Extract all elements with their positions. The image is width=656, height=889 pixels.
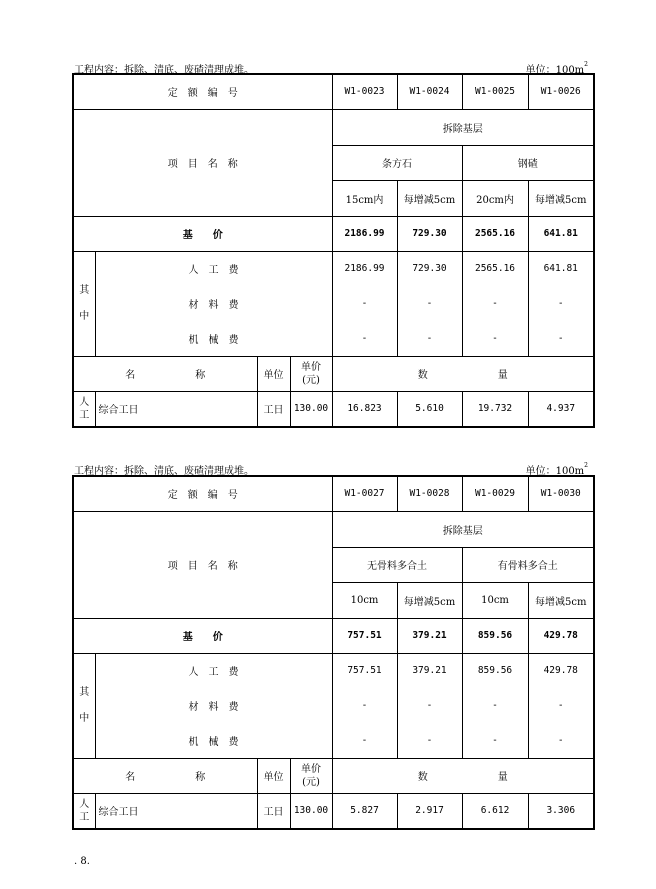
code-cell: W1-0023 xyxy=(332,74,397,109)
unit-header: 单位 xyxy=(257,758,290,793)
page-number: . 8. xyxy=(74,856,90,867)
quota-table-1 xyxy=(72,73,595,428)
unit-label: 单位： xyxy=(525,65,556,76)
resource-qty: 2.917 xyxy=(397,793,462,829)
among-label: 其 中 xyxy=(73,251,95,356)
resource-qty: 3.306 xyxy=(528,793,594,829)
resource-unit: 工日 xyxy=(257,391,290,427)
name-header: 名 称 xyxy=(73,356,257,391)
qty-header: 数 量 xyxy=(332,356,594,391)
machine-fee-value: - xyxy=(397,321,462,356)
labor-fee-label: 人 工 费 xyxy=(95,251,332,286)
machine-fee-value: - xyxy=(462,321,528,356)
material-fee-value: - xyxy=(397,688,462,723)
among-label: 其 中 xyxy=(73,653,95,758)
resource-qty: 16.823 xyxy=(332,391,397,427)
subgroup-label: 条方石 xyxy=(332,145,462,180)
code-cell: W1-0030 xyxy=(528,476,594,511)
base-price-label: 基 价 xyxy=(73,216,332,251)
base-price-value: 859.56 xyxy=(462,618,528,653)
base-price-value: 379.21 xyxy=(397,618,462,653)
unit-price-header: 单价 (元) xyxy=(290,356,332,391)
unit-value: 100m xyxy=(555,65,585,76)
unit-sup: 2 xyxy=(584,61,588,68)
subitem-label: 20cm内 xyxy=(462,180,528,216)
unit-value: 100m xyxy=(555,466,585,477)
subgroup-label: 有骨料多合土 xyxy=(462,547,594,582)
unit-label: 单位： xyxy=(525,466,556,477)
group-label: 拆除基层 xyxy=(332,109,594,145)
labor-fee-value: 729.30 xyxy=(397,251,462,286)
item-name-label: 项 目 名 称 xyxy=(73,511,332,618)
subitem-label: 每增减5cm xyxy=(528,180,594,216)
qty-header: 数 量 xyxy=(332,758,594,793)
unit-sup: 2 xyxy=(584,462,588,469)
material-fee-label: 材 料 费 xyxy=(95,688,332,723)
resource-name: 综合工日 xyxy=(95,391,257,427)
material-fee-value: - xyxy=(397,286,462,321)
quota-no-label: 定 额 编 号 xyxy=(73,74,332,109)
base-price-value: 757.51 xyxy=(332,618,397,653)
machine-fee-value: - xyxy=(332,321,397,356)
content-label: 工程内容： xyxy=(74,65,124,76)
labor-fee-value: 379.21 xyxy=(397,653,462,688)
material-fee-value: - xyxy=(462,286,528,321)
content-text: 拆除、清底、废碴清理成堆。 xyxy=(124,65,254,76)
resource-name: 综合工日 xyxy=(95,793,257,829)
labor-fee-value: 641.81 xyxy=(528,251,594,286)
subitem-label: 每增减5cm xyxy=(397,180,462,216)
labor-fee-value: 2186.99 xyxy=(332,251,397,286)
subitem-label: 10cm xyxy=(332,582,397,618)
item-name-label: 项 目 名 称 xyxy=(73,109,332,216)
unit-price-header: 单价 (元) xyxy=(290,758,332,793)
base-price-value: 2186.99 xyxy=(332,216,397,251)
subitem-label: 每增减5cm xyxy=(397,582,462,618)
group-label: 拆除基层 xyxy=(332,511,594,547)
subgroup-label: 钢碴 xyxy=(462,145,594,180)
code-cell: W1-0026 xyxy=(528,74,594,109)
code-cell: W1-0028 xyxy=(397,476,462,511)
machine-fee-value: - xyxy=(528,321,594,356)
material-fee-value: - xyxy=(332,688,397,723)
resource-qty: 5.610 xyxy=(397,391,462,427)
base-price-value: 641.81 xyxy=(528,216,594,251)
resource-price: 130.00 xyxy=(290,793,332,829)
resource-qty: 19.732 xyxy=(462,391,528,427)
labor-fee-value: 2565.16 xyxy=(462,251,528,286)
base-price-label: 基 价 xyxy=(73,618,332,653)
resource-qty: 6.612 xyxy=(462,793,528,829)
base-price-value: 729.30 xyxy=(397,216,462,251)
labor-fee-label: 人 工 费 xyxy=(95,653,332,688)
unit-header: 单位 xyxy=(257,356,290,391)
material-fee-value: - xyxy=(528,688,594,723)
quota-table-2 xyxy=(72,475,595,830)
resource-qty: 4.937 xyxy=(528,391,594,427)
content-label: 工程内容： xyxy=(74,466,124,477)
labor-fee-value: 859.56 xyxy=(462,653,528,688)
labor-fee-value: 429.78 xyxy=(528,653,594,688)
resource-unit: 工日 xyxy=(257,793,290,829)
content-text: 拆除、清底、废碴清理成堆。 xyxy=(124,466,254,477)
subitem-label: 每增减5cm xyxy=(528,582,594,618)
name-header: 名 称 xyxy=(73,758,257,793)
base-price-value: 429.78 xyxy=(528,618,594,653)
code-cell: W1-0024 xyxy=(397,74,462,109)
machine-fee-label: 机 械 费 xyxy=(95,321,332,356)
labor-category: 人 工 xyxy=(73,793,95,829)
code-cell: W1-0027 xyxy=(332,476,397,511)
base-price-value: 2565.16 xyxy=(462,216,528,251)
machine-fee-value: - xyxy=(332,723,397,758)
resource-qty: 5.827 xyxy=(332,793,397,829)
quota-no-label: 定 额 编 号 xyxy=(73,476,332,511)
material-fee-value: - xyxy=(332,286,397,321)
code-cell: W1-0029 xyxy=(462,476,528,511)
material-fee-label: 材 料 费 xyxy=(95,286,332,321)
labor-fee-value: 757.51 xyxy=(332,653,397,688)
subitem-label: 15cm内 xyxy=(332,180,397,216)
machine-fee-value: - xyxy=(462,723,528,758)
machine-fee-label: 机 械 费 xyxy=(95,723,332,758)
labor-category: 人 工 xyxy=(73,391,95,427)
subgroup-label: 无骨料多合土 xyxy=(332,547,462,582)
material-fee-value: - xyxy=(528,286,594,321)
material-fee-value: - xyxy=(462,688,528,723)
subitem-label: 10cm xyxy=(462,582,528,618)
machine-fee-value: - xyxy=(528,723,594,758)
resource-price: 130.00 xyxy=(290,391,332,427)
code-cell: W1-0025 xyxy=(462,74,528,109)
section-header-2 xyxy=(74,462,592,476)
machine-fee-value: - xyxy=(397,723,462,758)
